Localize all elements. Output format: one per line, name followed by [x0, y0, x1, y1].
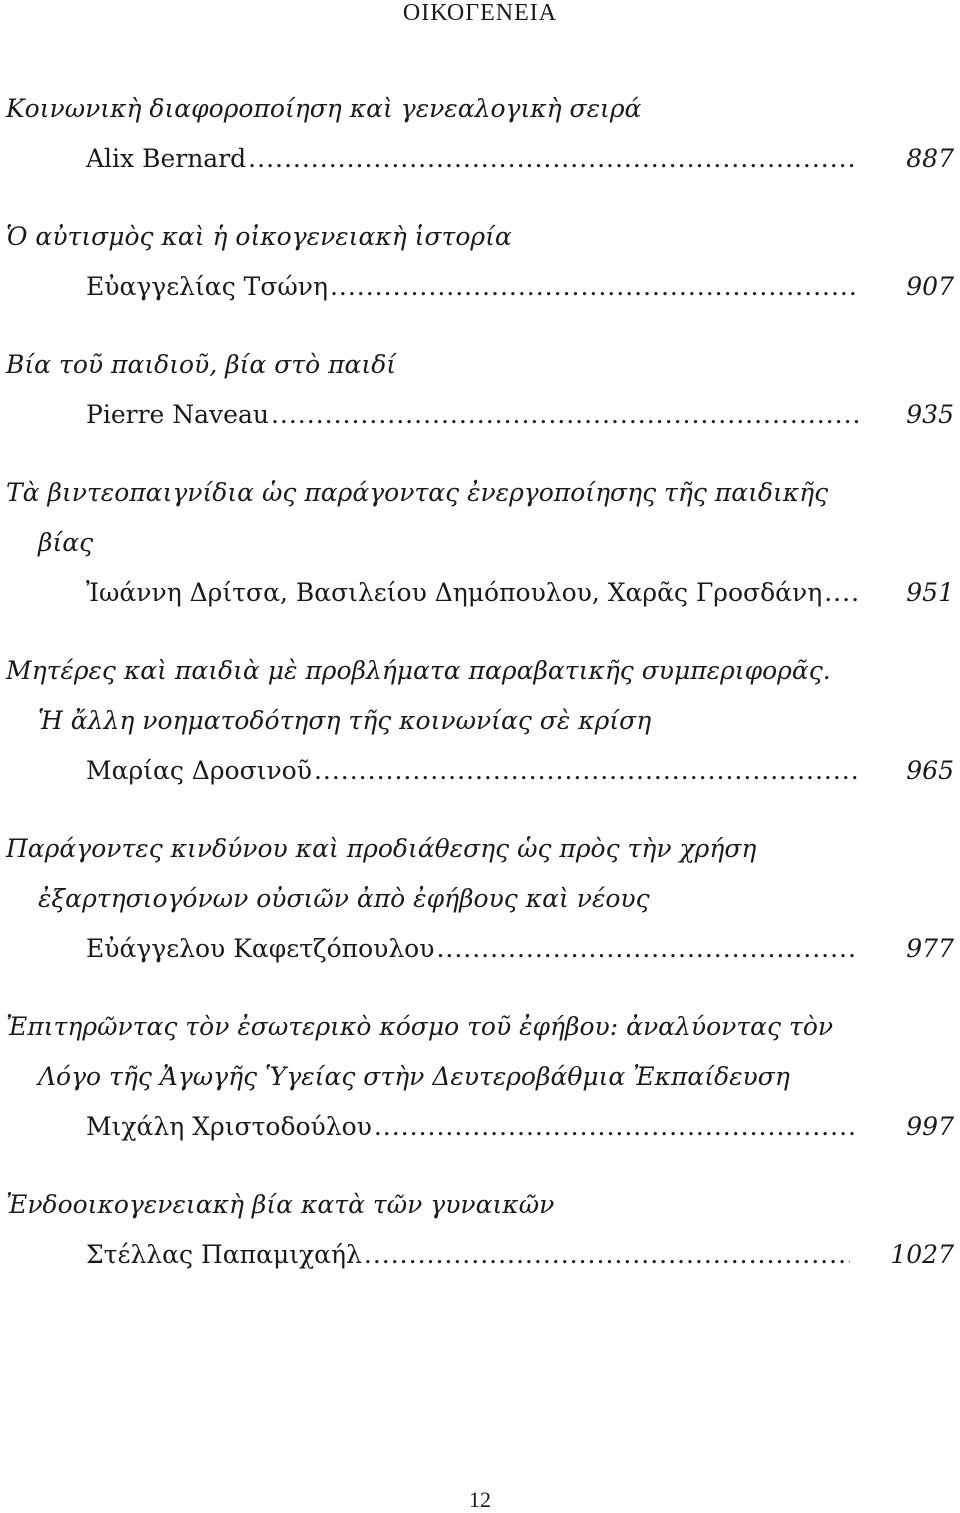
entry-title-line: Βία τοῦ παιδιοῦ, βία στὸ παιδί	[6, 350, 397, 379]
entry-author: Ἰωάννη Δρίτσα, Βασιλείου Δημόπουλου, Χαρᾶς Γροσδάνη	[86, 578, 823, 607]
entry-title-line: Ἡ ἄλλη νοηματοδότηση τῆς κοινωνίας σὲ κρίση	[38, 706, 652, 735]
entry-page-number: 965	[906, 756, 954, 785]
running-header: ΟΙΚΟΓΕΝΕΙΑ	[402, 0, 558, 26]
entry-page-number: 935	[906, 400, 954, 429]
toc-entry	[0, 212, 960, 312]
entry-title-line: Κοινωνικὴ διαφοροποίηση καὶ γενεαλογικὴ σειρά	[6, 94, 642, 123]
dot-leader	[436, 924, 858, 974]
entry-author: Alix Bernard	[86, 144, 247, 173]
toc-entry	[0, 340, 960, 440]
toc-entry	[0, 468, 960, 618]
entry-author: Pierre Naveau	[86, 400, 269, 429]
entry-author: Στέλλας Παπαμιχαήλ	[86, 1240, 362, 1269]
entry-author-line	[0, 924, 960, 974]
entry-author: Μιχάλη Χριστοδούλου	[86, 1112, 372, 1141]
entry-title-line: Ἐπιτηρῶντας τὸν ἐσωτερικὸ κόσμο τοῦ ἐφήβου: ἀναλύοντας τὸν	[6, 1012, 834, 1041]
entry-author-line	[0, 568, 960, 618]
entry-title-line: Ὁ αὐτισμὸς καὶ ἡ οἰκογενειακὴ ἱστορία	[6, 222, 512, 251]
entry-page-number: 951	[906, 578, 954, 607]
entry-author-line	[0, 262, 960, 312]
dot-leader	[364, 1230, 850, 1280]
toc-entry	[0, 84, 960, 184]
dot-leader	[271, 390, 858, 440]
entry-page-number: 1027	[890, 1240, 954, 1269]
entry-author-line	[0, 134, 960, 184]
dot-leader	[248, 134, 858, 184]
toc-entry	[0, 1002, 960, 1152]
toc-entry	[0, 1180, 960, 1280]
entry-page-number: 887	[906, 144, 954, 173]
entry-page-number: 997	[906, 1112, 954, 1141]
entry-title-line: βίας	[38, 528, 94, 557]
entry-page-number: 977	[906, 934, 954, 963]
entry-author-line	[0, 1102, 960, 1152]
entry-title-line: Λόγο τῆς Ἀγωγῆς Ὑγείας στὴν Δευτεροβάθμια Ἐκπαίδευση	[38, 1062, 790, 1091]
dot-leader	[374, 1102, 858, 1152]
dot-leader	[314, 746, 858, 796]
entry-author-line	[0, 746, 960, 796]
toc-entry	[0, 646, 960, 796]
dot-leader	[824, 568, 858, 618]
toc-entry	[0, 824, 960, 974]
entry-title-line: Μητέρες καὶ παιδιὰ μὲ προβλήματα παραβατικῆς συμπεριφορᾶς.	[6, 656, 831, 685]
entry-author: Εὐάγγελου Καφετζόπουλου	[86, 934, 435, 963]
page-number: 12	[469, 1487, 491, 1512]
entry-author: Εὐαγγελίας Τσώνη	[86, 272, 328, 301]
entry-author: Μαρίας Δροσινοῦ	[86, 756, 312, 785]
entry-title-line: ἐξαρτησιογόνων οὐσιῶν ἀπὸ ἐφήβους καὶ νέους	[38, 884, 650, 913]
dot-leader	[330, 262, 858, 312]
entry-author-line	[0, 1230, 960, 1280]
entry-page-number: 907	[906, 272, 954, 301]
entry-title-line: Ἐνδοοικογενειακὴ βία κατὰ τῶν γυναικῶν	[6, 1190, 555, 1219]
table-of-contents	[0, 84, 960, 1308]
entry-title-line: Τὰ βιντεοπαιγνίδια ὡς παράγοντας ἐνεργοποίησης τῆς παιδικῆς	[6, 478, 829, 507]
entry-author-line	[0, 390, 960, 440]
entry-title-line: Παράγοντες κινδύνου καὶ προδιάθεσης ὡς πρὸς τὴν χρήση	[6, 834, 757, 863]
